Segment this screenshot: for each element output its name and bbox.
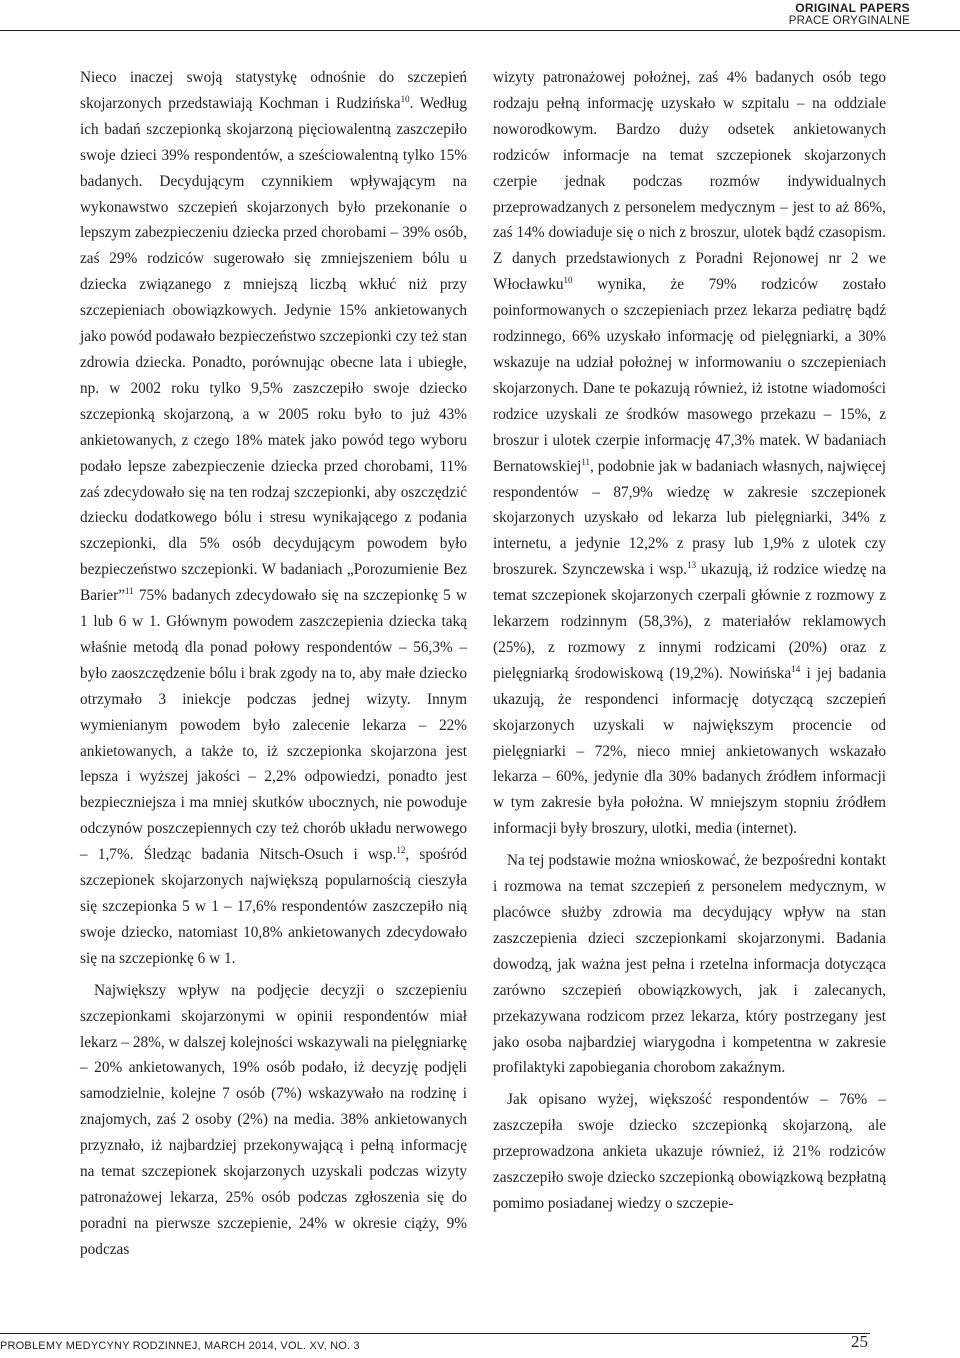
right-paragraph-2: Na tej podstawie można wnioskować, że bezpośredni kontakt i rozmowa na temat szczepień z personelem medycznym, w placówce służby zdrowia ma decydujący wpływ na stan zaszczepienia dzieci szczepionkami skojarzonymi. Badania dowodzą, jak ważna jest pełna i rzetelna informacja dotycząca zarówno szczepień obowiązkowych, jak i zalecanych, przekazywana rodzicom przez lekarza, który postrzegany jest jako osoba najbardziej wiarygodna i kompetentna w zakresie profilaktyki zapobiegania chorobom zakaźnym.	[493, 852, 886, 1077]
citation-ref: 11	[581, 456, 591, 467]
left-paragraph-1: Nieco inaczej swoją statystykę odnośnie do szczepień skojarzonych przedstawiają Kochman i Rudzińska$^{10}$. Według ich badań szczepionką skojarzoną pięciowalentną zaszczepiło swoje dzieci 39% respondentów, a sześciowalentną tylko 15% badanych. Decydującym czynnikiem wpływającym na wykonawstwo szczepień skojarzonych było przekonanie o lepszym zabezpieczeniu dziecka przed chorobami – 39% osób, zaś 29% rodziców sugerowało się zmniejszeniem bólu u dziecka związanego z mniejszą liczbą wkłuć niż przy szczepieniach obowiązkowych. Jedynie 15% ankietowanych jako powód podawało bezpieczeństwo szczepionki czy też stan zdrowia dziecka. Ponadto, porównując obecne lata i ubiegłe, np. w 2002 roku tylko 9,5% zaszczepiło swoje dziecko szczepionką skojarzoną, a w 2005 roku było to już 43% ankietowanych, z czego 18% matek jako powód tego wyboru podało lepsze zabezpieczenie dziecka przed chorobami, 11% zaś zdecydowało się na ten rodzaj szczepionki, aby oszczędzić dziecku dodatkowego bólu i stresu wynikającego z podania szczepionki, dla 5% osób decydującym powodem było bezpieczeństwo szczepionki. W badaniach „Porozumienie Bez Barier”$^{11}$ 75% badanych zdecydowało się na szczepionkę 5 w 1 lub 6 w 1. Głównym powodem zaszczepienia dziecka taką właśnie metodą dla ponad połowy respondentów – 56,3% – było zaoszczędzenie bólu i brak zgody na to, aby małe dziecko otrzymało 3 iniekcje podczas jednej wizyty. Innym wymienianym powodem było zalecenie lekarza – 22% ankietowanych, a także to, iż szczepionka skojarzona jest lepsza i wyższej jakości – 2,2% odpowiedzi, ponadto jest bezpieczniejsza i ma mniej skutków ubocznych, nie powoduje odczynów poszczepiennych czy też chorób układu nerwowego – 1,7%. Śledząc badania Nitsch-Osuch i wsp.$^{12}$, spośród szczepionek skojarzonych największą popularnością cieszyła się szczepionka 5 w 1 – 17,6% respondentów zaszczepiło nią swoje dziecko, natomiast 10,8% ankietowanych zdecydowało się na szczepionkę 6 w 1.	[80, 69, 468, 967]
right-column	[493, 65, 886, 1217]
right-paragraph-1: wizyty patronażowej położnej, zaś 4% badanych osób tego rodzaju pełną informację uzyskało w szpitalu – na oddziale noworodkowym. Bardzo duży odsetek ankietowanych rodziców informacje na temat szczepionek skojarzonych czerpie jednak podczas rozmów indywidualnych przeprowadzanych z personelem medycznym – jest to aż 86%, zaś 14% dowiaduje się o nich z broszur, ulotek bądź czasopism. Z danych przedstawionych z Poradni Rejonowej nr 2 we Włocławku$^{10}$ wynika, że 79% rodziców zostało poinformowanych o szczepieniach przez lekarza pediatrę bądź rodzinnego, 66% uzyskało informację od pielęgniarki, a 30% wskazuje na udział położnej w informowaniu o szczepieniach skojarzonych. Dane te pokazują również, iż istotne wiadomości rodzice uzyskali ze środków masowego przekazu – 15%, z broszur i ulotek czerpie informację 47,3% matek. W badaniach Bernatowskiej$^{11}$, podobnie jak w badaniach własnych, najwięcej respondentów – 87,9% wiedzę w zakresie szczepionek skojarzonych uzyskało od lekarza lub pielęgniarki, 34% z internetu, a jedynie 12,2% z prasy lub 1,9% z ulotek czy broszurek. Szynczewska i wsp.$^{13}$ ukazują, iż rodzice wiedzę na temat szczepionek skojarzonych czerpali głównie z rozmowy z lekarzem rodzinnym (58,3%), z materiałów reklamowych (25%), z rozmowy z innymi rodzicami (20%) oraz z pielęgniarką środowiskową (19,2%). Nowińska$^{14}$ i jej badania ukazują, że respondenci informację dotyczącą szczepień skojarzonych uzyskali w największym procencie od pielęgniarki – 72%, nieco mniej ankietowanych wskazało lekarza – 60%, jedynie dla 30% badanych źródłem informacji w tym zakresie była położna. W mniejszym stopniu źródłem informacji były broszury, ulotki, media (internet).	[493, 69, 887, 838]
page-number: 25	[851, 1332, 868, 1351]
citation-ref: 10	[563, 275, 573, 286]
journal-name: PROBLEMY MEDYCYNY RODZINNEJ	[0, 1340, 198, 1352]
citation-ref: 12	[396, 845, 406, 856]
citation-ref: 11	[125, 586, 134, 597]
header-rule	[0, 30, 960, 31]
left-paragraph-2: Największy wpływ na podjęcie decyzji o szczepieniu szczepionkami skojarzonymi w opinii respondentów miał lekarz – 28%, w dalszej kolejności wskazywali na pielęgniarkę – 20% ankietowanych, 19% osób podało, iż decyzję podjęli samodzielnie, kolejne 7 osób (7%) wskazywało na rodzinę i znajomych, zaś 2 osoby (2%) na media. 38% ankietowanych przyznało, iż najbardziej przekonywającą i pełną informację na temat szczepionek skojarzonych uzyskali podczas wizyty patronażowej lekarza, 25% osób podczas zgłoszenia się do poradni na pierwsze szczepienie, 24% w okresie ciąży, 9% podczas	[80, 981, 467, 1258]
issue-info: , MARCH 2014, VOL. XV, NO. 3	[197, 1340, 360, 1352]
footer-rule	[0, 1333, 870, 1334]
right-paragraph-3: Jak opisano wyżej, większość respondentów – 76% – zaszczepiła swoje dziecko szczepionką skojarzoną, ale przeprowadzona ankieta ukazuje również, iż 21% rodziców zaszczepiło swoje dziecko szczepionką obowiązkową bezpłatną pomimo posiadanej wiedzy o szczepie-	[493, 1091, 886, 1212]
citation-ref: 13	[687, 560, 697, 571]
citation-ref: 14	[791, 663, 801, 674]
header-section-en: ORIGINAL PAPERS	[795, 1, 910, 15]
header-section-pl: PRACE ORYGINALNE	[788, 15, 910, 27]
running-header	[789, 2, 910, 28]
left-column	[80, 65, 467, 1263]
running-footer	[0, 1340, 870, 1352]
citation-ref: 10	[400, 93, 410, 104]
